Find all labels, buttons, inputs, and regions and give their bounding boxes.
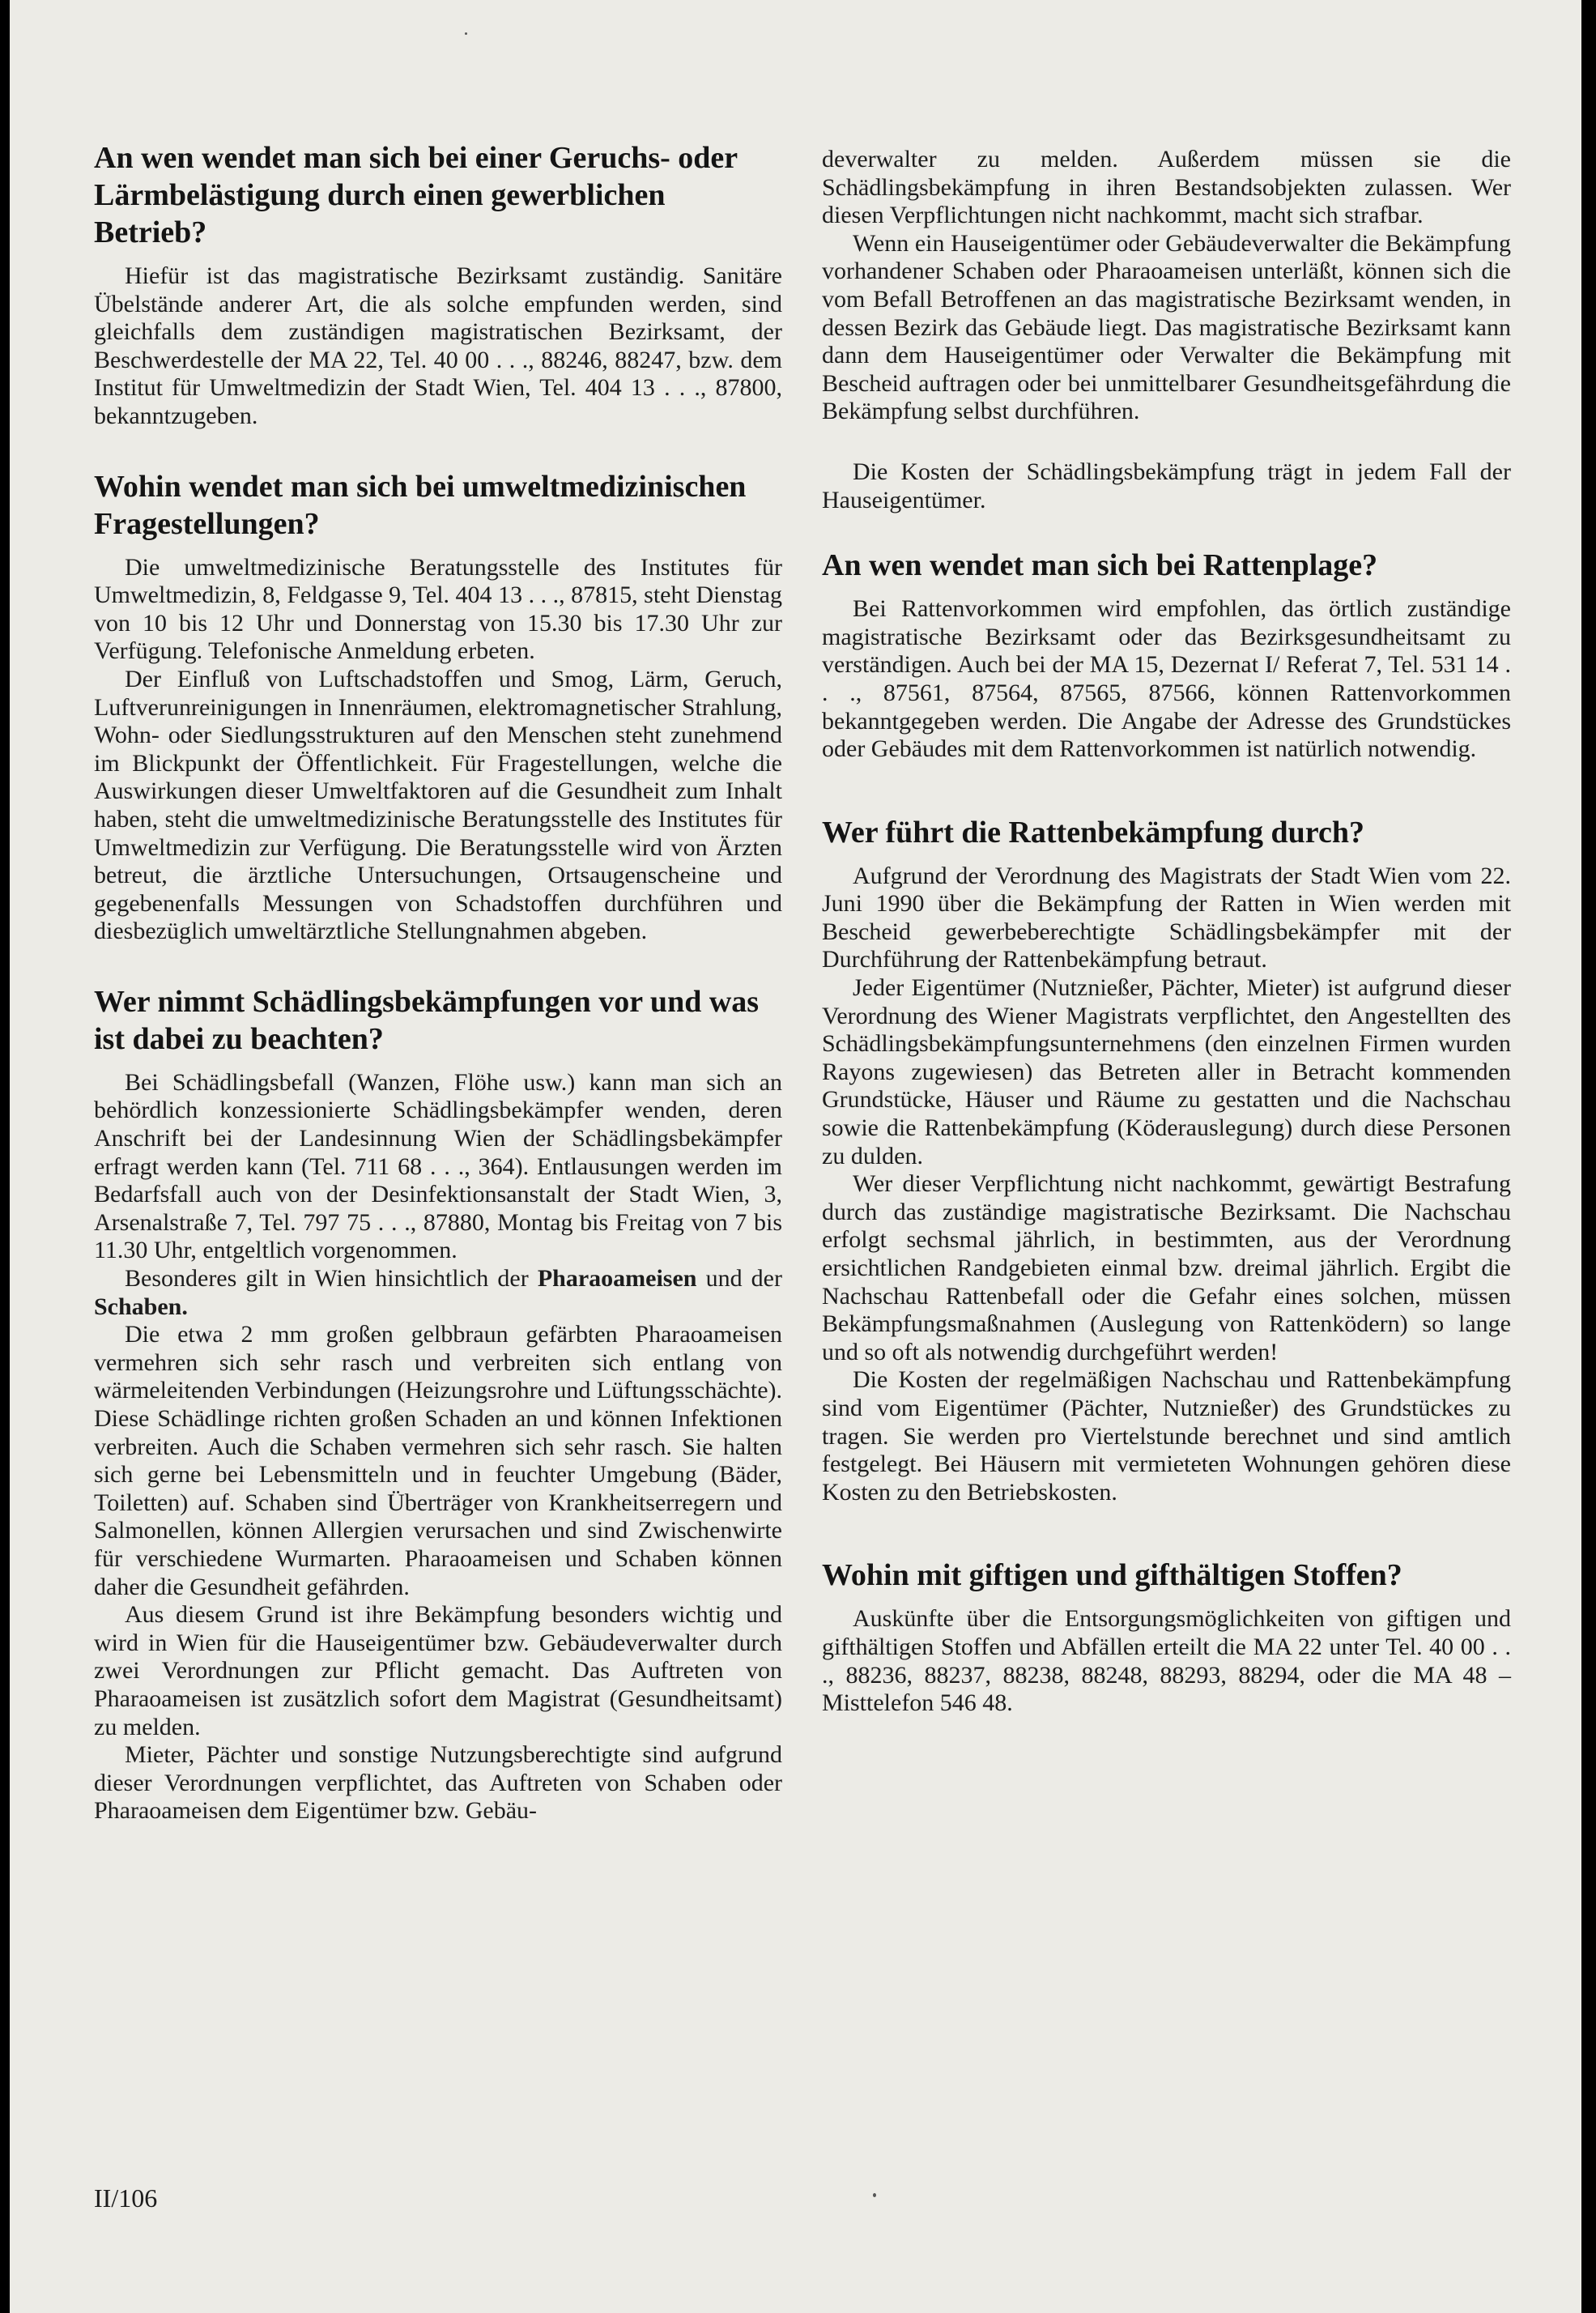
section-environmental-medicine xyxy=(94,468,782,946)
paragraph: Bei Schädlingsbefall (Wanzen, Flöhe usw.) kann man sich an behördlich konzessionierte Schädlingsbekämpfer wenden, deren Anschrift bei der Landesinnung Wien der Schädlingsbekämpfer erfragt werden kann (Tel. 711 68 . . ., 364). Entlausungen werden im Bedarfsfall auch von der Desinfektionsanstalt der Stadt Wien, 3, Arsenalstraße 7, Tel. 797 75 . . ., 87880, Montag bis Freitag von 7 bis 11.30 Uhr, entgeltlich vorgenommen. xyxy=(94,1068,782,1264)
section-heading: An wen wendet man sich bei Rattenplage? xyxy=(822,548,1378,583)
right-column xyxy=(822,146,1511,1718)
paragraph: Wenn ein Hauseigentümer oder Gebäudeverwalter die Bekämpfung vorhandener Schaben oder Pharaoameisen unterläßt, können sich die vom Befall Betroffenen an das magistratische Bezirksamt wenden, in dessen Bezirk das Gebäude liegt. Das magistratische Bezirksamt kann dann dem Hauseigentümer oder Verwalter die Bekämpfung mit Bescheid auftragen oder bei unmittelbarer Gesundheitsgefährdung die Bekämpfung selbst durchführen. xyxy=(822,229,1511,425)
section-toxic-substances xyxy=(822,1557,1511,1717)
emphasis-pharaoh-ants: Pharaoameisen xyxy=(537,1265,697,1293)
scan-speck xyxy=(465,32,467,35)
paragraph: Wer dieser Verpflichtung nicht nachkommt, gewärtigt Bestrafung durch das zuständige magistratische Bezirksamt. Die Nachschau erfolgt sechsmal jährlich, in bestimmten, aus der Verordnung ersichtlichen Randgebieten einmal bzw. dreimal jährlich. Ergibt die Nachschau Rattenbefall oder die Gefahr eines solchen, müssen Bekämpfungsmaßnahmen (Auslegung von Rattenködern) so lange und so oft als notwendig durchgeführt werden! xyxy=(822,1170,1511,1365)
paragraph: Mieter, Pächter und sonstige Nutzungsberechtigte sind aufgrund dieser Verordnungen verpflichtet, das Auftreten von Schaben oder Pharaoameisen dem Eigentümer bzw. Gebäu- xyxy=(94,1741,782,1825)
paragraph-text: Besonderes gilt in Wien hinsichtlich der xyxy=(125,1265,538,1293)
section-rat-control xyxy=(822,814,1511,1507)
paragraph: Der Einfluß von Luftschadstoffen und Smog, Lärm, Geruch, Luftverunreinigungen in Innenräumen, elektromagnetischer Strahlung, Wohn- oder Siedlungsstrukturen auf den Menschen steht zunehmend im Blickpunkt der Öffentlichkeit. Für Fragestellungen, welche die Auswirkungen dieser Umweltfaktoren auf die Gesundheit zum Inhalt haben, steht die umweltmedizinische Beratungsstelle des Institutes für Umweltmedizin zur Verfügung. Die Beratungsstelle wird von Ärzten betreut, die ärztliche Untersuchungen, Ortsaugenscheine und gegebenenfalls Messungen von Schadstoffen durchführen und diesbezüglich umweltärztliche Stellungnahmen abgeben. xyxy=(94,665,782,945)
paragraph xyxy=(94,1265,782,1321)
emphasis-cockroaches: Schaben. xyxy=(94,1293,188,1320)
paragraph: Jeder Eigentümer (Nutznießer, Pächter, Mieter) ist aufgrund dieser Verordnung des Wiener Magistrats verpflichtet, den Angestellten des Schädlingsbekämpfungsunternehmens (den einzelnen Firmen wurden Rayons zugewiesen) das Betreten aller in Betracht kommenden Grundstücke, Häuser und Räume zu gestatten und die Nachschau sowie die Rattenbekämpfung (Köderauslegung) durch diese Personen zu dulden. xyxy=(822,974,1511,1169)
left-column xyxy=(94,139,782,1825)
paragraph: Aus diesem Grund ist ihre Bekämpfung besonders wichtig und wird in Wien für die Hauseigentümer bzw. Gebäudeverwalter durch zwei Verordnungen zur Pflicht gemacht. Das Auftreten von Pharaoameisen ist zusätzlich sofort dem Magistrat (Gesundheitsamt) zu melden. xyxy=(94,1601,782,1740)
section-pest-control xyxy=(94,983,782,1825)
page-number: II/106 xyxy=(94,2183,158,2213)
paragraph: deverwalter zu melden. Außerdem müssen sie die Schädlingsbekämpfung in ihren Bestandsobjekten zulassen. Wer diesen Verpflichtungen nicht nachkommt, macht sich strafbar. xyxy=(822,146,1511,229)
section-heading: Wer nimmt Schädlingsbekämpfungen vor und was ist dabei zu beachten? xyxy=(94,984,760,1056)
section-pest-control-continued xyxy=(822,146,1511,514)
paragraph-text: und der xyxy=(696,1265,782,1293)
scan-speck xyxy=(873,2193,876,2197)
paragraph: Die etwa 2 mm großen gelbbraun gefärbten Pharaoameisen vermehren sich sehr rasch und verbreiten sich entlang von wärmeleitenden Verbindungen (Heizungsrohre und Lüftungsschächte). Diese Schädlinge richten großen Schaden an und können Infektionen verbreiten. Auch die Schaben vermehren sich sehr rasch. Sie halten sich gerne bei Lebensmitteln und in feuchter Umgebung (Bäder, Toiletten) auf. Schaben sind Überträger von Krankheitserregern und Salmonellen, können Allergien verursachen und sind Zwischenwirte für verschiedene Wurmarten. Pharaoameisen und Schaben können daher die Gesundheit gefährden. xyxy=(94,1321,783,1600)
document-page xyxy=(10,0,1581,2313)
section-heading: Wohin mit giftigen und gifthältigen Stoffen? xyxy=(822,1558,1402,1593)
section-odor-noise xyxy=(94,139,782,431)
paragraph: Aufgrund der Verordnung des Magistrats der Stadt Wien vom 22. Juni 1990 über die Bekämpfung der Ratten in Wien werden mit Bescheid gewerbeberechtigte Schädlingsbekämpfer mit der Durchführung der Rattenbekämpfung betraut. xyxy=(822,862,1511,973)
section-heading: An wen wendet man sich bei einer Geruchs- oder Lärmbelästigung durch einen gewerblichen Betrieb? xyxy=(94,141,738,249)
paragraph: Bei Rattenvorkommen wird empfohlen, das örtlich zuständige magistratische Bezirksamt oder das Bezirksgesundheitsamt zu verständigen. Auch bei der MA 15, Dezernat I/ Referat 7, Tel. 531 14 . . ., 87561, 87564, 87565, 87566, können Rattenvorkommen bekanntgegeben werden. Die Angabe der Adresse des Grundstückes oder Gebäudes mit dem Rattenvorkommen ist natürlich notwendig. xyxy=(822,595,1511,763)
paragraph: Hiefür ist das magistratische Bezirksamt zuständig. Sanitäre Übelstände anderer Art, die als solche empfunden werden, sind gleichfalls dem zuständigen magistratischen Bezirksamt, der Beschwerdestelle der MA 22, Tel. 40 00 . . ., 88246, 88247, bzw. dem Institut für Umweltmedizin der Stadt Wien, Tel. 404 13 . . ., 87800, bekanntzugeben. xyxy=(94,262,782,429)
section-heading: Wer führt die Rattenbekämpfung durch? xyxy=(822,815,1364,850)
paragraph: Die Kosten der regelmäßigen Nachschau und Rattenbekämpfung sind vom Eigentümer (Pächter, Nutznießer) des Grundstückes zu tragen. Sie werden pro Viertelstunde berechnet und sind amtlich festgelegt. Bei Häusern mit vermieteten Wohnungen gehören diese Kosten zu den Betriebskosten. xyxy=(822,1366,1511,1506)
section-heading: Wohin wendet man sich bei umweltmedizinischen Fragestellungen? xyxy=(94,469,747,541)
paragraph: Die Kosten der Schädlingsbekämpfung trägt in jedem Fall der Hauseigentümer. xyxy=(822,458,1511,513)
paragraph: Auskünfte über die Entsorgungsmöglichkeiten von giftigen und gifthältigen Stoffen und Abfällen erteilt die MA 22 unter Tel. 40 00 . . ., 88236, 88237, 88238, 88248, 88293, 88294, oder die MA 48 – Misttelefon 546 48. xyxy=(822,1605,1511,1717)
paragraph: Die umweltmedizinische Beratungsstelle des Institutes für Umweltmedizin, 8, Feldgasse 9, Tel. 404 13 . . ., 87815, steht Dienstag von 10 bis 12 Uhr und Donnerstag von 15.30 bis 17.30 Uhr zur Verfügung. Telefonische Anmeldung erbeten. xyxy=(94,553,782,665)
section-rat-plague xyxy=(822,547,1511,764)
